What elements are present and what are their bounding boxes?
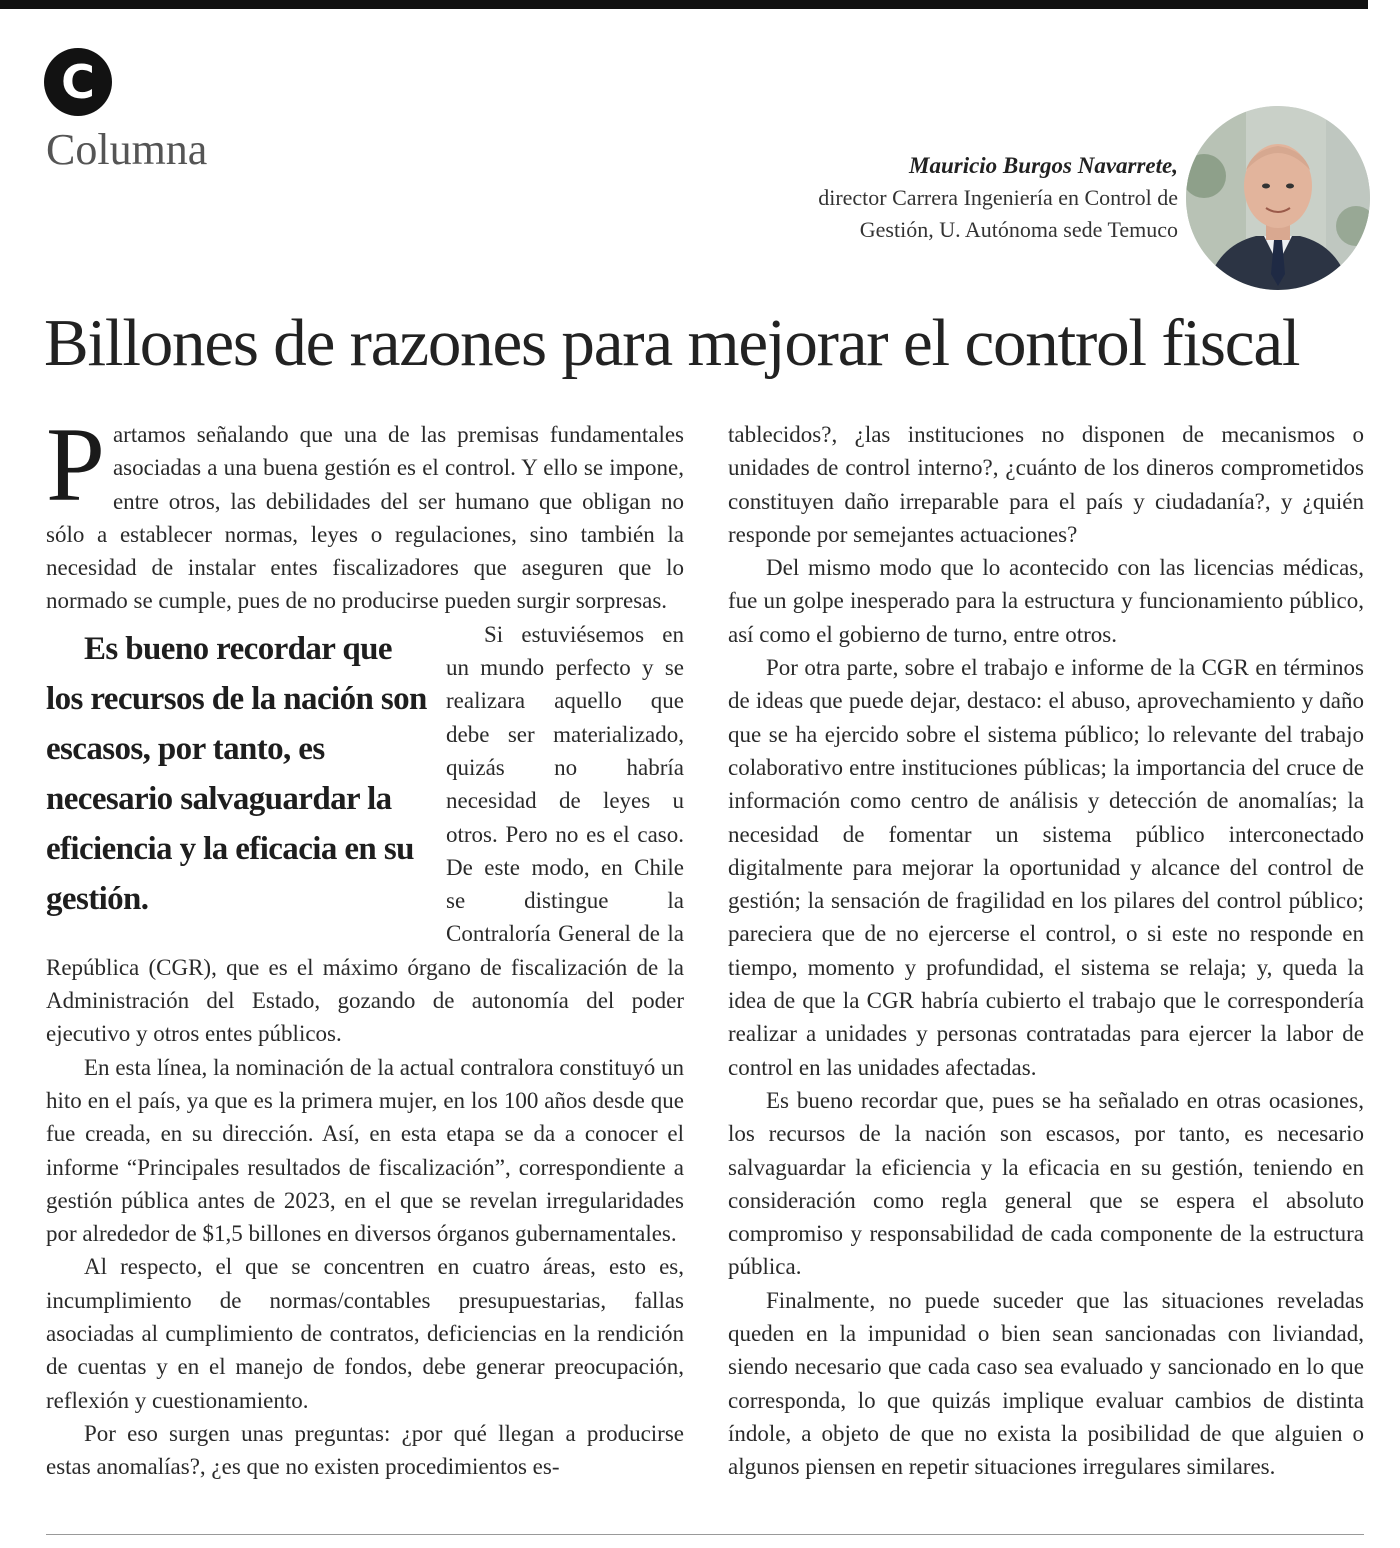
paragraph-1: [46, 406, 684, 618]
paragraph-5-start: Por eso surgen unas preguntas: ¿por qué llegan a producirse estas anomalías?, ¿es que no existen procedimientos es-: [46, 1420, 684, 1480]
paragraph-3: En esta línea, la nominación de la actual contralora constituyó un hito en el país, ya que es la primera mujer, en los 100 años desde que fue creada, en su dirección. Así, en esta etapa se da a conocer el informe “Principales resultados de fiscalización”, correspondiente a gestión pública antes de 2023, en el que se revelan irregularidades por alrededor de $1,5 billones en diversos órganos gubernamentales.: [46, 1054, 684, 1247]
section-label: Columna: [46, 125, 208, 174]
article-headline: Billones de razones para mejorar el control fiscal: [44, 306, 1300, 380]
paragraph-5-continued: tablecidos?, ¿las instituciones no disponen de mecanismos o unidades de control interno?, ¿cuánto de los dineros comprometidos constituyen daño irreparable para el país y ciudadanía?, y ¿quién responde por semejantes actuaciones?: [728, 422, 1364, 547]
drop-cap: P: [46, 406, 105, 523]
author-name: Mauricio Burgos Navarrete,: [909, 153, 1178, 178]
paragraph-4: Al respecto, el que se concentren en cuatro áreas, esto es, incumplimiento de normas/contables presupuestarias, fallas asociadas al cumplimiento de contratos, deficiencias en la rendición de cuentas y en el manejo de fondos, debe generar preocupación, reflexión y cuestionamiento.: [46, 1254, 684, 1413]
paragraph-7: Por otra parte, sobre el trabajo e informe de la CGR en términos de ideas que puede dejar, destaco: el abuso, aprovechamiento y daño que se ha ejercido sobre el sistema público; lo relevante del trabajo colaborativo entre instituciones públicas; la importancia del cruce de información como centro de análisis y detección de anomalías; la necesidad de fomentar un sistema público interconectado digitalmente para mejorar la oportunidad y alcance del control de gestión; la sensación de fragilidad en los pilares del control público; pareciera que de no ejercerse el control, o si este no responde en tiempo, momento y profundidad, el sistema se relaja; y, queda la idea de que la CGR habría cubierto el trabajo que le correspondería realizar a unidades y personas contratadas para ejercer la labor de control en las unidades afectadas.: [728, 655, 1364, 1080]
author-photo: [1186, 106, 1370, 290]
article-column-right: [728, 418, 1364, 1484]
paragraph-8: Es bueno recordar que, pues se ha señalado en otras ocasiones, los recursos de la nación son escasos, por tanto, es necesario salvaguardar la eficiencia y la eficacia en su gestión, teniendo en consideración como regla general que se espera el absoluto compromiso y responsabilidad de cada componente de la estructura pública.: [728, 1087, 1364, 1280]
paragraph-9: Finalmente, no puede suceder que las situaciones reveladas queden en la impunidad o bien sean sancionadas con liviandad, siendo necesario que cada caso sea evaluado y sancionado en lo que corresponda, lo que quizás implique evaluar cambios de distinta índole, a objeto de que no exista la posibilidad de que alguien o algunos piensen en repetir situaciones irregulares similares.: [728, 1287, 1364, 1480]
author-role-line-1: director Carrera Ingeniería en Control de: [818, 185, 1178, 210]
paragraph-6: Del mismo modo que lo acontecido con las licencias médicas, fue un golpe inesperado para la estructura y funcionamiento público, así como el gobierno de turno, entre otros.: [728, 555, 1364, 647]
pull-quote: Es bueno recordar que los recursos de la nación son escasos, por tanto, es necesario salvaguardar la eficiencia y la eficacia en su gestión.: [46, 630, 427, 917]
bottom-rule: [46, 1534, 1364, 1535]
paragraph-1-text: artamos señalando que una de las premisas fundamentales asociadas a una buena gestión es el control. Y ello se impone, entre otros, las debilidades del ser humano que obligan no sólo a establecer normas, leyes o regulaciones, sino también la necesidad de instalar entes fiscalizadores que aseguren que lo normado se cumple, pues de no producirse pueden surgir sorpresas.: [46, 422, 684, 614]
paragraph-2-text: Si estuviésemos en un mundo perfecto y se realizara aquello que debe ser materializado, quizás no habría necesidad de leyes u otros. Pero no es el caso. De este modo, en Chile se distingue la Contraloría General de la República (CGR), que es el máximo órgano de fiscalización de la Administración del Estado, gozando de autonomía del poder ejecutivo y otros entes públicos.: [46, 621, 684, 1047]
author-role-line-2: Gestión, U. Autónoma sede Temuco: [859, 217, 1178, 242]
article-column-left: [46, 406, 684, 1484]
paragraph-2: [46, 618, 684, 1051]
author-portrait-illustration: [1186, 106, 1370, 290]
top-rule: [0, 0, 1368, 9]
section-badge: C: [44, 48, 112, 116]
author-byline: [818, 150, 1178, 246]
